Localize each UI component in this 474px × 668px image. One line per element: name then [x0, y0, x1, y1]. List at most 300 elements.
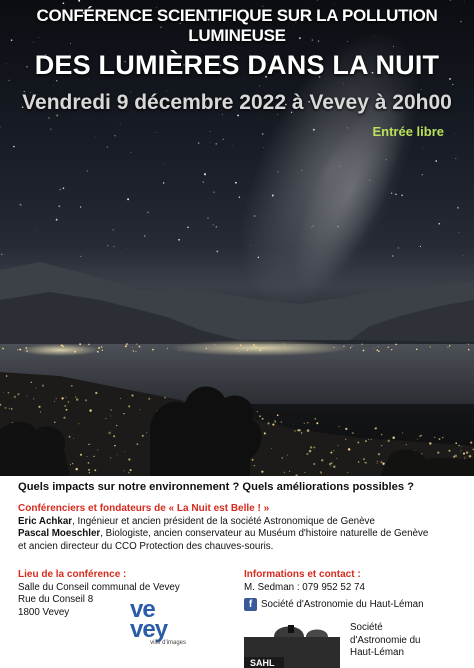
star [155, 132, 156, 133]
vevey-logo-top: ve [130, 596, 155, 623]
city-light [352, 432, 354, 434]
city-light [293, 424, 294, 425]
star [235, 182, 237, 184]
city-light [377, 463, 378, 464]
city-light [33, 398, 34, 399]
star [144, 235, 145, 236]
shore-light [238, 351, 239, 352]
city-light [321, 472, 322, 473]
star [339, 166, 340, 167]
city-light [345, 439, 346, 440]
speaker-2-desc-continued: et ancien directeur du CCO Protection des chauves-souris. [18, 540, 274, 552]
city-light [66, 409, 68, 411]
star [117, 125, 118, 126]
city-light [40, 411, 41, 412]
city-light [11, 408, 13, 410]
star [457, 207, 459, 209]
city-light [470, 441, 472, 443]
city-light [75, 468, 78, 471]
city-light [89, 443, 90, 444]
city-light [261, 471, 263, 473]
facebook-link[interactable] [244, 598, 424, 612]
vevey-logo [130, 596, 186, 654]
city-light [9, 408, 10, 409]
city-light [287, 455, 288, 456]
speaker-2-desc: , Biologiste, ancien conservateur au Muséum d'histoire naturelle de Genève [100, 528, 429, 539]
city-light [461, 446, 462, 447]
star [178, 239, 180, 241]
city-light [70, 464, 71, 465]
star [114, 246, 115, 247]
city-light [14, 396, 16, 398]
shore-light [247, 350, 248, 351]
city-light [347, 472, 348, 473]
shore-light [97, 351, 99, 353]
city-light [363, 458, 365, 460]
city-light [75, 396, 76, 397]
entry-badge: Entrée libre [372, 124, 444, 139]
star [272, 195, 274, 197]
speaker-1-desc: , Ingénieur et ancien président de la société Astronomique de Genève [72, 515, 375, 527]
speaker-2-name: Pascal Moeschler [18, 528, 101, 539]
star [213, 192, 214, 193]
star [198, 142, 200, 144]
city-light [348, 448, 351, 451]
star [80, 256, 81, 257]
shore-light [388, 347, 389, 348]
star [114, 135, 115, 136]
shore-light [133, 350, 134, 351]
shore-light [63, 346, 65, 348]
star [423, 147, 424, 148]
star [239, 196, 240, 197]
city-light [381, 445, 382, 446]
city-light [281, 457, 283, 459]
city-light [313, 446, 315, 448]
star [420, 246, 421, 247]
star [204, 173, 206, 175]
city-light [110, 409, 111, 410]
star [452, 84, 453, 85]
shore-light [135, 351, 136, 352]
shore-light [430, 346, 431, 347]
city-light [36, 388, 37, 389]
star [232, 145, 233, 146]
star [313, 129, 315, 131]
key-questions: Quels impacts sur notre environnement ? Quels améliorations possibles ? [18, 481, 415, 493]
city-light [277, 414, 279, 416]
city-light [377, 461, 378, 462]
shore-light [136, 344, 137, 345]
shore-light [343, 346, 344, 347]
info-section [0, 476, 474, 668]
star [202, 181, 204, 183]
shore-light [206, 348, 207, 349]
city-light [304, 423, 305, 424]
shore-light [363, 350, 365, 352]
shore-light [259, 349, 261, 351]
city-light [337, 445, 338, 446]
city-light [61, 397, 63, 399]
city-light [466, 451, 468, 453]
city-light [130, 469, 132, 471]
shore-light [17, 349, 18, 350]
sahl-line-2: d'Astronomie du [350, 634, 421, 646]
city-light [110, 415, 111, 416]
shore-light [3, 348, 4, 349]
city-light [402, 432, 403, 433]
star [163, 164, 164, 165]
shore-light [88, 344, 89, 345]
star [187, 226, 189, 228]
shore-light [395, 344, 397, 346]
star [463, 255, 464, 256]
star [395, 194, 397, 196]
city-light [274, 420, 275, 421]
city-light [80, 454, 82, 456]
venue-line-3: 1800 Vevey [18, 606, 70, 618]
city-light [164, 397, 165, 398]
shore-light [98, 347, 100, 349]
star [311, 227, 312, 228]
contact-phone[interactable]: M. Sedman : 079 952 52 74 [244, 581, 365, 593]
star [0, 126, 1, 127]
event-title: DES LUMIÈRES DANS LA NUIT [34, 50, 440, 80]
star [262, 133, 264, 135]
shore-light [132, 347, 133, 348]
shore-light [236, 348, 237, 349]
city-light [73, 438, 74, 439]
star [19, 204, 21, 206]
speaker-2 [18, 528, 458, 541]
city-light [8, 392, 10, 394]
city-light [455, 442, 457, 444]
city-light [345, 428, 347, 430]
city-light [336, 458, 337, 459]
city-light [4, 407, 6, 409]
city-light [434, 437, 435, 438]
city-light [309, 450, 311, 452]
star [455, 134, 456, 135]
city-light [124, 470, 125, 471]
star [450, 0, 451, 1]
shore-light [449, 345, 450, 346]
city-light [284, 472, 285, 473]
facebook-icon: f [244, 598, 257, 611]
star [139, 259, 140, 260]
city-light [42, 384, 44, 386]
conference-subtitle: CONFÉRENCE SCIENTIFIQUE SUR LA POLLUTION LUMINEUSE [36, 6, 438, 45]
city-light [97, 449, 98, 450]
city-light [370, 439, 371, 440]
venue-block [18, 569, 218, 623]
star [435, 160, 437, 162]
city-light [31, 382, 32, 383]
star [56, 219, 58, 221]
city-light [110, 457, 111, 458]
shore-light [74, 351, 76, 353]
shore-light [350, 347, 351, 348]
star [53, 85, 54, 86]
city-light [72, 463, 74, 465]
city-light [124, 451, 125, 452]
star [343, 83, 344, 84]
star [120, 123, 121, 124]
city-light [375, 427, 377, 429]
shore-light [468, 344, 469, 345]
star [317, 0, 318, 1]
shore-light [361, 344, 362, 345]
shore-light [255, 346, 256, 347]
star [36, 229, 37, 230]
shore-light [152, 349, 154, 351]
star [163, 182, 164, 183]
city-light [307, 429, 310, 432]
city-light [3, 392, 4, 393]
city-light [382, 462, 384, 464]
city-light [442, 437, 444, 439]
shore-light [378, 351, 380, 353]
city-light [439, 438, 441, 440]
city-light [364, 462, 365, 463]
shore-light [126, 343, 128, 345]
city-light [272, 424, 274, 426]
city-light [453, 456, 455, 458]
city-light [131, 394, 133, 396]
star [59, 188, 61, 190]
shore-light [352, 346, 353, 347]
star [13, 146, 15, 148]
speaker-1 [18, 516, 458, 529]
star [422, 174, 423, 175]
city-light [460, 451, 461, 452]
city-light [463, 453, 465, 455]
star [216, 250, 218, 252]
star [464, 1, 465, 2]
star [455, 158, 456, 159]
city-light [257, 411, 258, 412]
star [334, 3, 335, 4]
star [63, 2, 65, 4]
city-light [264, 432, 266, 434]
speakers-header: Conférenciers et fondateurs de « La Nuit est Belle ! » [18, 503, 270, 514]
city-light [38, 406, 40, 408]
city-light [116, 425, 117, 426]
star [223, 139, 225, 141]
star [398, 247, 399, 248]
city-light [95, 392, 97, 394]
star [107, 245, 108, 246]
star [254, 215, 256, 217]
star [313, 226, 314, 227]
event-date: Vendredi 9 décembre 2022 à Vevey à 20h00 [22, 91, 452, 114]
shore-light [125, 345, 127, 347]
star [301, 170, 302, 171]
star [78, 0, 80, 2]
city-light [88, 462, 90, 464]
city-light [88, 469, 90, 471]
shore-light [26, 347, 28, 349]
city-light [56, 398, 57, 399]
city-light [114, 445, 116, 447]
city-light [66, 397, 67, 398]
star [127, 198, 129, 200]
shore-light [333, 347, 334, 348]
vevey-logo-bottom: vey [130, 616, 168, 643]
star [347, 127, 348, 128]
city-light [421, 453, 422, 454]
facebook-label: Société d'Astronomie du Haut-Léman [261, 599, 424, 611]
city-light [307, 422, 309, 424]
city-light [6, 375, 8, 377]
shore-light [19, 349, 21, 351]
shore-light [416, 348, 418, 350]
city-light [64, 405, 66, 407]
city-light [329, 463, 331, 465]
sahl-line-1: Société [350, 622, 383, 633]
city-light [392, 436, 394, 438]
star [421, 89, 422, 90]
shore-light [62, 345, 63, 346]
city-light [301, 432, 303, 434]
star [210, 131, 211, 132]
city-light [299, 429, 301, 431]
shore-light [102, 350, 103, 351]
city-light [89, 472, 90, 473]
city-light [78, 423, 79, 424]
shore-light [253, 344, 255, 346]
star [391, 193, 392, 194]
city-light [128, 405, 130, 407]
shore-light [101, 346, 103, 348]
city-light [358, 461, 360, 463]
city-light [314, 418, 316, 420]
star [126, 248, 127, 249]
city-light [458, 445, 460, 447]
star [458, 232, 459, 233]
city-light [437, 451, 439, 453]
city-light [108, 432, 111, 435]
city-light [63, 417, 65, 419]
star [438, 223, 440, 225]
city-light [267, 422, 269, 424]
star [58, 205, 60, 207]
star [250, 245, 251, 246]
city-light [448, 450, 450, 452]
star [131, 152, 132, 153]
star [107, 146, 108, 147]
star [207, 217, 208, 218]
city-light [54, 421, 56, 423]
shore-light [81, 349, 82, 350]
shore-light [447, 347, 448, 348]
city-light [289, 471, 290, 472]
sahl-observatory-logo [244, 623, 340, 668]
city-light [89, 409, 91, 411]
shore-light [179, 350, 180, 351]
shore-light [79, 343, 81, 345]
star [259, 86, 260, 87]
city-light [368, 439, 369, 440]
star [369, 180, 370, 181]
city-light [140, 409, 141, 410]
city-light [271, 448, 272, 449]
star [216, 226, 217, 227]
shore-light [298, 344, 299, 345]
city-light [148, 398, 150, 400]
city-light [333, 450, 334, 451]
speaker-1-name: Eric Achkar [18, 515, 73, 527]
venue-line-2: Rue du Conseil 8 [18, 594, 94, 605]
city-light [378, 453, 380, 455]
city-light [137, 443, 139, 445]
city-light [406, 444, 407, 445]
city-light [69, 436, 71, 438]
shore-light [284, 344, 285, 345]
city-light [93, 456, 94, 457]
city-light [419, 435, 421, 437]
shore-light [468, 349, 470, 351]
star [258, 257, 260, 259]
city-light [146, 432, 147, 433]
star [401, 195, 402, 196]
city-light [94, 469, 96, 471]
city-light [465, 457, 466, 458]
city-light [123, 413, 124, 414]
city-light [381, 434, 382, 435]
star [392, 255, 394, 257]
city-light [87, 456, 88, 457]
city-light [313, 463, 315, 465]
city-light [333, 465, 336, 468]
shore-light [285, 347, 286, 348]
shore-light [2, 347, 3, 348]
shore-light [167, 348, 168, 349]
city-light [85, 399, 87, 401]
city-light [380, 461, 382, 463]
shore-light [214, 344, 215, 345]
city-light [105, 418, 106, 419]
city-light [330, 465, 331, 466]
star [147, 212, 148, 213]
speakers-block [18, 503, 458, 553]
star [213, 224, 214, 225]
star [393, 46, 394, 47]
star [1, 254, 3, 256]
city-light [142, 435, 144, 437]
city-light [17, 393, 19, 395]
city-light [117, 454, 118, 455]
shore-light [139, 346, 141, 348]
shore-light [374, 348, 375, 349]
star [338, 226, 339, 227]
city-light [417, 439, 418, 440]
city-light [310, 446, 312, 448]
city-light [469, 455, 472, 458]
city-light [294, 430, 296, 432]
venue-line-1: Salle du Conseil communal de Vevey [18, 581, 180, 593]
city-light [27, 396, 28, 397]
star [310, 2, 311, 3]
city-light [120, 398, 121, 399]
shore-light [391, 349, 392, 350]
city-light [321, 459, 323, 461]
star [277, 171, 278, 172]
contact-block [244, 569, 464, 668]
city-light [128, 472, 130, 474]
star [210, 143, 211, 144]
city-light [68, 401, 70, 403]
